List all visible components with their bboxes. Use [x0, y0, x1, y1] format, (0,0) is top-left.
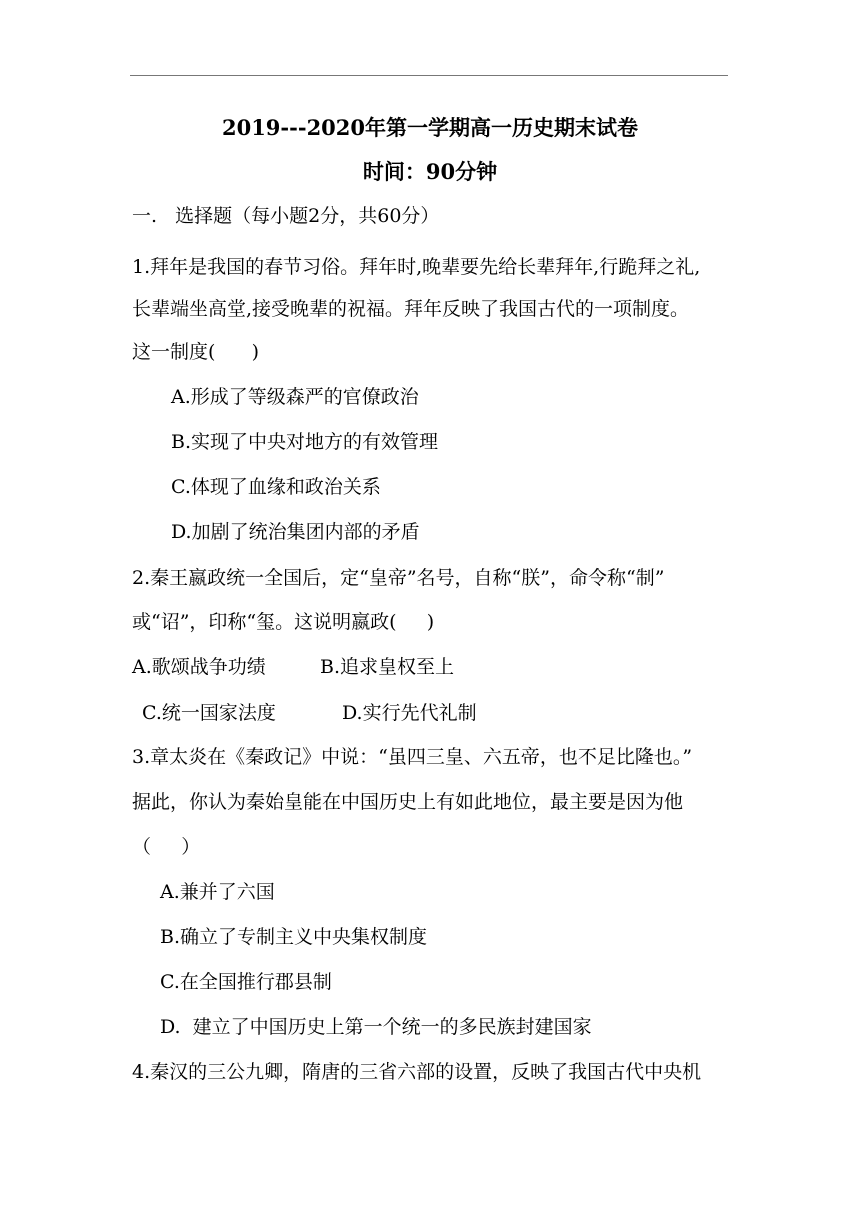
question-stem-line: 1.拜年是我国的春节习俗。拜年时,晚辈要先给长辈拜年,行跪拜之礼,: [132, 256, 701, 278]
option-a: A.形成了等级森严的官僚政治: [171, 386, 419, 408]
section-heading: 一. 选择题（每小题2分，共60分）: [132, 205, 440, 227]
question-stem-line: 或“诏”，印称“玺。这说明嬴政( ): [132, 611, 435, 633]
question-stem-line: （ ）: [132, 836, 201, 858]
exam-time: 时间：90分钟: [362, 159, 498, 184]
option-b: B.追求皇权至上: [320, 656, 455, 678]
question-stem-line: 4.秦汉的三公九卿，隋唐的三省六部的设置，反映了我国古代中央机: [132, 1061, 702, 1083]
option-a: A.歌颂战争功绩: [132, 656, 266, 678]
option-c: C.统一国家法度: [142, 702, 276, 724]
option-d: D.加剧了统治集团内部的矛盾: [171, 521, 420, 543]
header-rule: [130, 75, 728, 76]
option-c: C.在全国推行郡县制: [160, 971, 332, 993]
exam-title: 2019---2020年第一学期高一历史期末试卷: [221, 115, 639, 140]
option-b: B.实现了中央对地方的有效管理: [171, 431, 439, 453]
option-b: B.确立了专制主义中央集权制度: [160, 926, 428, 948]
question-stem-line: 这一制度( ): [132, 341, 260, 363]
question-stem-line: 2.秦王嬴政统一全国后，定“皇帝”名号，自称“朕”，命令称“制”: [132, 567, 665, 589]
question-stem-line: 长辈端坐高堂,接受晚辈的祝福。拜年反映了我国古代的一项制度。: [132, 298, 690, 320]
option-c: C.体现了血缘和政治关系: [171, 476, 381, 498]
question-stem-line: 3.章太炎在《秦政记》中说：“虽四三皇、六五帝，也不足比隆也。”: [132, 746, 693, 768]
question-stem-line: 据此，你认为秦始皇能在中国历史上有如此地位，最主要是因为他: [132, 791, 684, 813]
option-d: D.实行先代礼制: [342, 702, 477, 724]
option-d: D. 建立了中国历史上第一个统一的多民族封建国家: [160, 1016, 592, 1038]
option-a: A.兼并了六国: [160, 881, 275, 903]
